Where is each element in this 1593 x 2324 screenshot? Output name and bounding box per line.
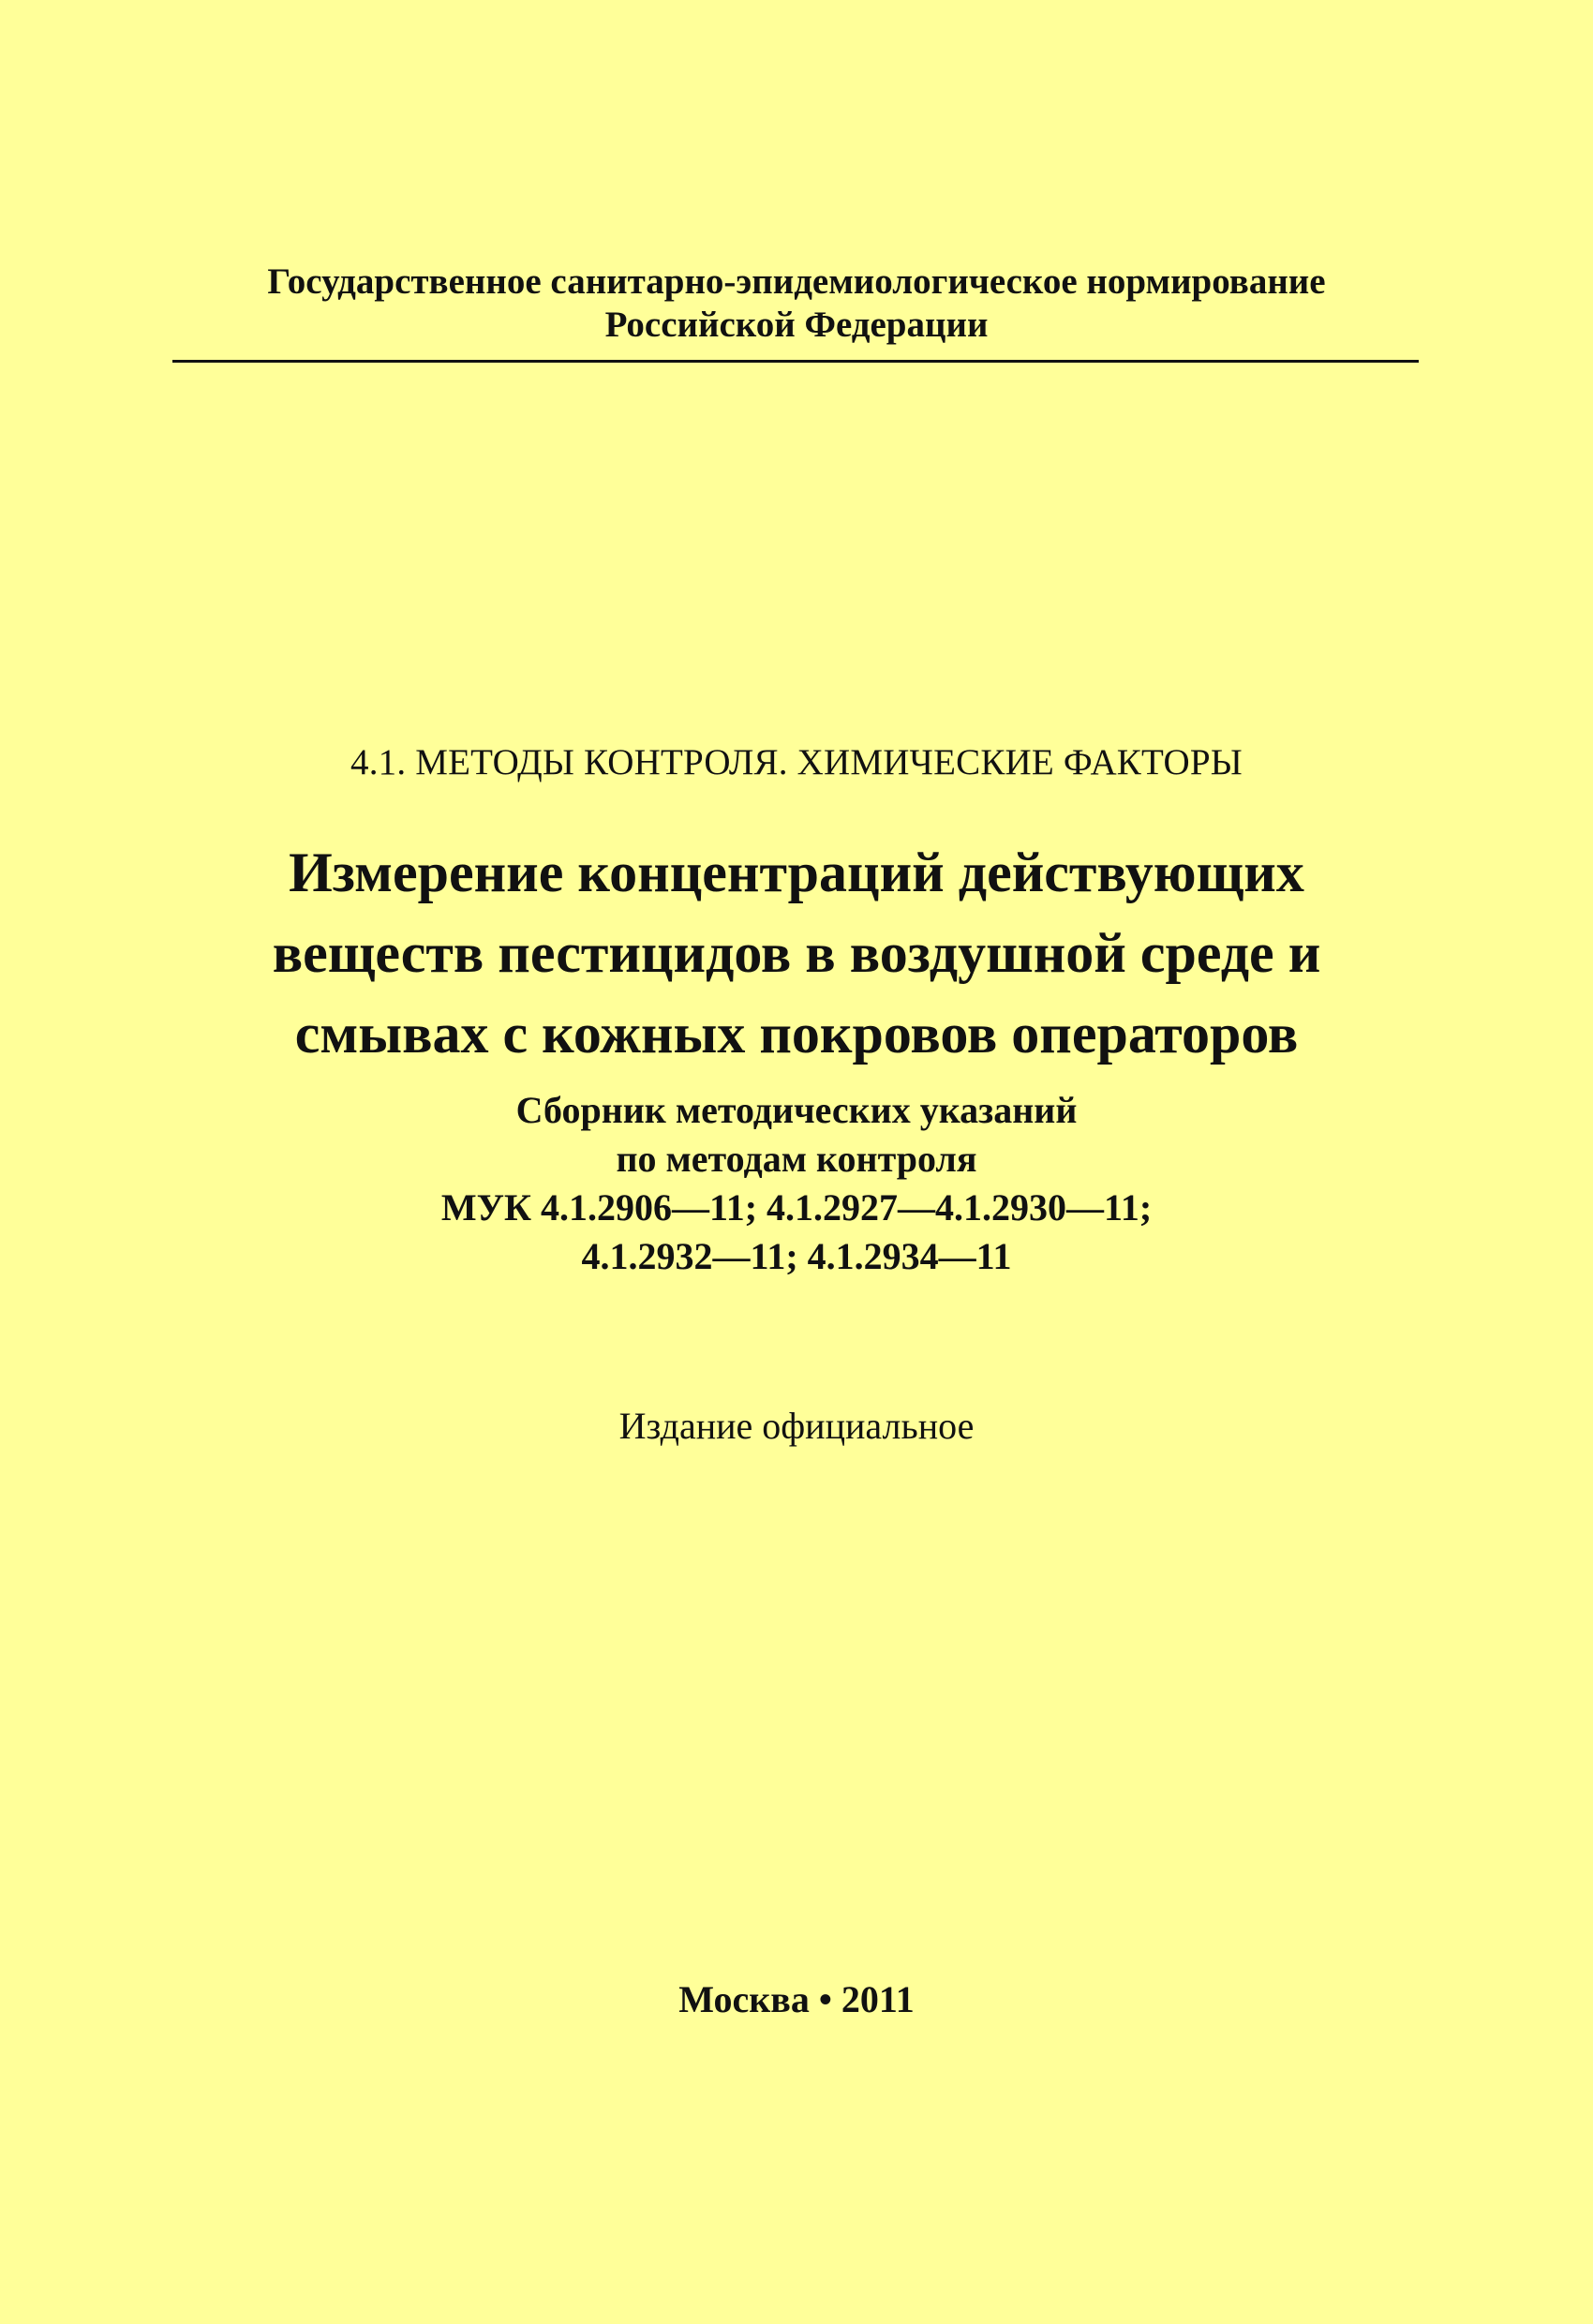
publication-place-year: Москва • 2011 xyxy=(678,1978,915,2020)
edition-note: Издание официальное xyxy=(618,1405,975,1447)
series-heading: 4.1. МЕТОДЫ КОНТРОЛЯ. ХИМИЧЕСКИЕ ФАКТОРЫ xyxy=(350,742,1243,782)
title-line-1: Измерение концентраций действующих xyxy=(289,842,1304,903)
title-line-3: смывах с кожных покровов операторов xyxy=(294,1003,1299,1065)
issuing-authority-header xyxy=(169,261,1424,347)
document-title xyxy=(141,832,1452,1074)
subtitle-line-1: Сборник методических указаний xyxy=(515,1089,1078,1131)
subtitle-line-3: МУК 4.1.2906—11; 4.1.2927—4.1.2930—11; xyxy=(440,1186,1153,1229)
subtitle-line-2: по методам контроля xyxy=(616,1138,977,1180)
header-divider xyxy=(172,360,1419,363)
subtitle-line-4: 4.1.2932—11; 4.1.2934—11 xyxy=(581,1235,1012,1277)
title-line-2: веществ пестицидов в воздушной среде и xyxy=(272,922,1321,984)
header-line-2: Российской Федерации xyxy=(604,305,989,345)
document-subtitle xyxy=(169,1086,1424,1281)
header-line-1: Государственное санитарно-эпидемиологическое нормирование xyxy=(267,261,1326,302)
